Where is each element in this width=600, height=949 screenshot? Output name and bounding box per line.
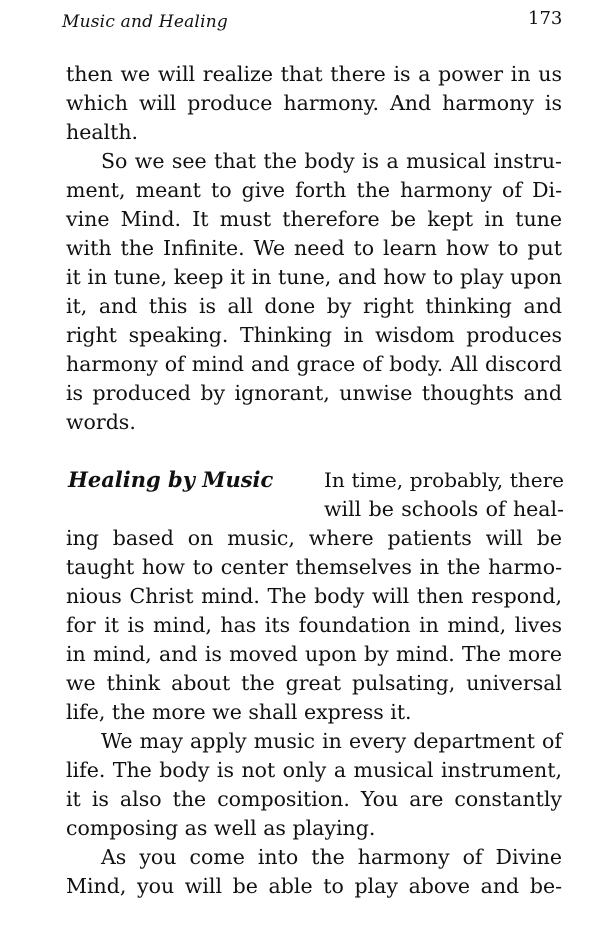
- paragraph-2-line-5: it in tune, keep it in tune, and how to play upon: [66, 265, 562, 289]
- section-line-9: life, the more we shall express it.: [66, 700, 412, 724]
- paragraph-2-line-2: ment, meant to give forth the harmony of Di-: [66, 178, 562, 202]
- paragraph-4-line-2: life. The body is not only a musical instrument,: [66, 758, 562, 782]
- paragraph-5-line-2: Mind, you will be able to play above and be-: [66, 874, 562, 898]
- section-line-4: taught how to center themselves in the harmo-: [66, 555, 562, 579]
- paragraph-1-line-3: health.: [66, 120, 139, 144]
- paragraph-2-line-1: So we see that the body is a musical instru-: [101, 149, 562, 173]
- paragraph-2-line-9: is produced by ignorant, unwise thoughts and: [66, 381, 562, 405]
- section-line-5: nious Christ mind. The body will then respond,: [66, 584, 562, 608]
- paragraph-2-line-8: harmony of mind and grace of body. All discord: [66, 352, 562, 376]
- section-line-2: will be schools of heal-: [324, 497, 564, 521]
- paragraph-2-line-7: right speaking. Thinking in wisdom produces: [66, 323, 562, 347]
- paragraph-4-line-3: it is also the composition. You are constantly: [66, 787, 562, 811]
- section-line-6: for it is mind, has its foundation in mind, lives: [66, 613, 562, 637]
- page-number: 173: [528, 8, 563, 29]
- paragraph-4-line-4: composing as well as playing.: [66, 816, 376, 840]
- section-heading: Healing by Music: [68, 467, 274, 492]
- paragraph-2-line-10: words.: [66, 410, 136, 434]
- section-line-1: In time, probably, there: [324, 468, 564, 492]
- running-head: Music and Healing: [62, 12, 228, 32]
- paragraph-4-line-1: We may apply music in every department of: [101, 729, 562, 753]
- paragraph-2-line-3: vine Mind. It must therefore be kept in tune: [66, 207, 562, 231]
- section-line-7: in mind, and is moved upon by mind. The more: [66, 642, 562, 666]
- paragraph-1-line-1: then we will realize that there is a power in us: [66, 62, 562, 86]
- section-line-3: ing based on music, where patients will be: [66, 526, 562, 550]
- paragraph-2-line-6: it, and this is all done by right thinking and: [66, 294, 562, 318]
- paragraph-5-line-1: As you come into the harmony of Divine: [101, 845, 562, 869]
- paragraph-2-line-4: with the Infinite. We need to learn how to put: [66, 236, 562, 260]
- section-line-8: we think about the great pulsating, universal: [66, 671, 562, 695]
- paragraph-1-line-2: which will produce harmony. And harmony is: [66, 91, 562, 115]
